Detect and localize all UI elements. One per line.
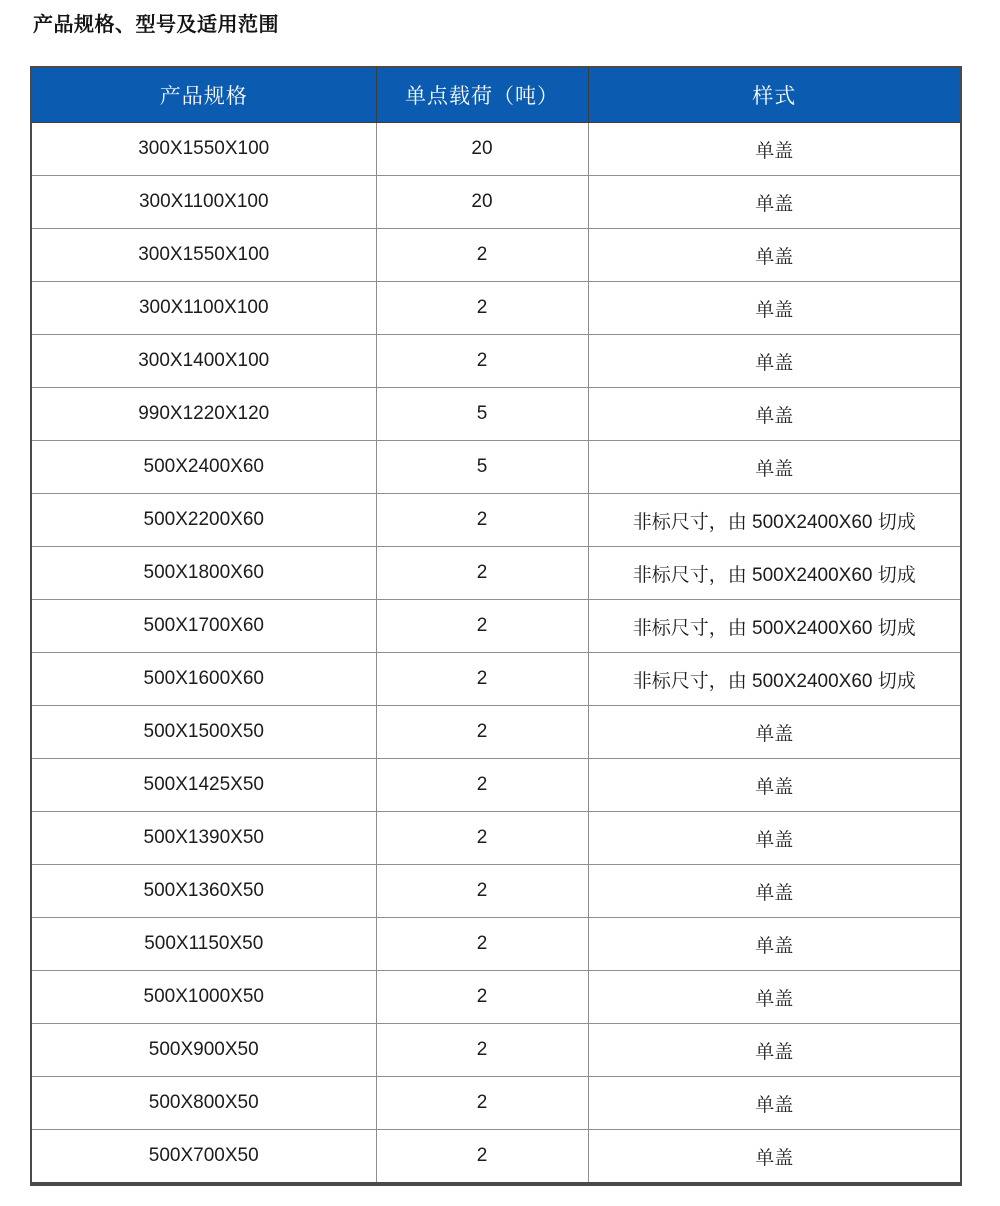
cell-style: 单盖 xyxy=(588,176,961,229)
cell-point-load: 5 xyxy=(376,441,588,494)
cell-product-spec: 500X1000X50 xyxy=(31,971,376,1024)
table-row xyxy=(31,176,961,229)
table-row xyxy=(31,282,961,335)
cell-product-spec: 500X1600X60 xyxy=(31,653,376,706)
cell-point-load: 2 xyxy=(376,971,588,1024)
cell-product-spec: 300X1550X100 xyxy=(31,229,376,282)
cell-style: 非标尺寸，由 500X2400X60 切成 xyxy=(588,653,961,706)
cell-point-load: 2 xyxy=(376,653,588,706)
table-row xyxy=(31,600,961,653)
cell-product-spec: 500X1425X50 xyxy=(31,759,376,812)
cell-product-spec: 300X1550X100 xyxy=(31,123,376,176)
cell-style: 单盖 xyxy=(588,759,961,812)
cell-point-load: 2 xyxy=(376,759,588,812)
cell-style: 单盖 xyxy=(588,971,961,1024)
table-row xyxy=(31,1077,961,1130)
cell-style: 非标尺寸，由 500X2400X60 切成 xyxy=(588,494,961,547)
cell-point-load: 2 xyxy=(376,918,588,971)
cell-style: 非标尺寸，由 500X2400X60 切成 xyxy=(588,600,961,653)
table-row xyxy=(31,759,961,812)
table-row xyxy=(31,494,961,547)
cell-point-load: 2 xyxy=(376,494,588,547)
cell-product-spec: 300X1400X100 xyxy=(31,335,376,388)
column-header-style: 样式 xyxy=(588,67,961,123)
cell-style: 非标尺寸，由 500X2400X60 切成 xyxy=(588,547,961,600)
cell-product-spec: 500X2200X60 xyxy=(31,494,376,547)
cell-point-load: 2 xyxy=(376,706,588,759)
table-row xyxy=(31,706,961,759)
product-spec-table xyxy=(30,66,962,1186)
cell-product-spec: 300X1100X100 xyxy=(31,176,376,229)
cell-point-load: 5 xyxy=(376,388,588,441)
cell-style: 单盖 xyxy=(588,1024,961,1077)
table-header-row xyxy=(31,67,961,123)
cell-style: 单盖 xyxy=(588,282,961,335)
cell-point-load: 2 xyxy=(376,547,588,600)
cell-product-spec: 990X1220X120 xyxy=(31,388,376,441)
table-row xyxy=(31,547,961,600)
cell-product-spec: 500X2400X60 xyxy=(31,441,376,494)
cell-product-spec: 500X1800X60 xyxy=(31,547,376,600)
cell-point-load: 2 xyxy=(376,865,588,918)
table-row xyxy=(31,229,961,282)
cell-point-load: 2 xyxy=(376,229,588,282)
page-title: 产品规格、型号及适用范围 xyxy=(33,14,279,36)
cell-product-spec: 500X1500X50 xyxy=(31,706,376,759)
table-row xyxy=(31,971,961,1024)
cell-point-load: 2 xyxy=(376,600,588,653)
table-row xyxy=(31,918,961,971)
cell-style: 单盖 xyxy=(588,388,961,441)
cell-style: 单盖 xyxy=(588,1130,961,1185)
table-row xyxy=(31,865,961,918)
cell-product-spec: 500X700X50 xyxy=(31,1130,376,1185)
cell-point-load: 2 xyxy=(376,335,588,388)
cell-style: 单盖 xyxy=(588,812,961,865)
cell-point-load: 2 xyxy=(376,1024,588,1077)
cell-point-load: 2 xyxy=(376,282,588,335)
cell-product-spec: 500X1150X50 xyxy=(31,918,376,971)
table-row xyxy=(31,1130,961,1185)
table-row xyxy=(31,653,961,706)
table-row xyxy=(31,335,961,388)
cell-style: 单盖 xyxy=(588,123,961,176)
table-row xyxy=(31,441,961,494)
cell-style: 单盖 xyxy=(588,918,961,971)
table-row xyxy=(31,388,961,441)
cell-product-spec: 500X1360X50 xyxy=(31,865,376,918)
cell-point-load: 2 xyxy=(376,1130,588,1185)
table-row xyxy=(31,812,961,865)
column-header-spec: 产品规格 xyxy=(31,67,376,123)
cell-product-spec: 500X1390X50 xyxy=(31,812,376,865)
table-row xyxy=(31,1024,961,1077)
spec-table-body xyxy=(31,123,961,1185)
table-row xyxy=(31,123,961,176)
cell-point-load: 2 xyxy=(376,1077,588,1130)
cell-style: 单盖 xyxy=(588,441,961,494)
cell-style: 单盖 xyxy=(588,1077,961,1130)
cell-point-load: 20 xyxy=(376,123,588,176)
cell-style: 单盖 xyxy=(588,706,961,759)
cell-product-spec: 300X1100X100 xyxy=(31,282,376,335)
cell-style: 单盖 xyxy=(588,865,961,918)
column-header-load: 单点载荷（吨） xyxy=(376,67,588,123)
cell-product-spec: 500X800X50 xyxy=(31,1077,376,1130)
cell-point-load: 2 xyxy=(376,812,588,865)
cell-style: 单盖 xyxy=(588,335,961,388)
cell-style: 单盖 xyxy=(588,229,961,282)
cell-product-spec: 500X1700X60 xyxy=(31,600,376,653)
cell-point-load: 20 xyxy=(376,176,588,229)
cell-product-spec: 500X900X50 xyxy=(31,1024,376,1077)
